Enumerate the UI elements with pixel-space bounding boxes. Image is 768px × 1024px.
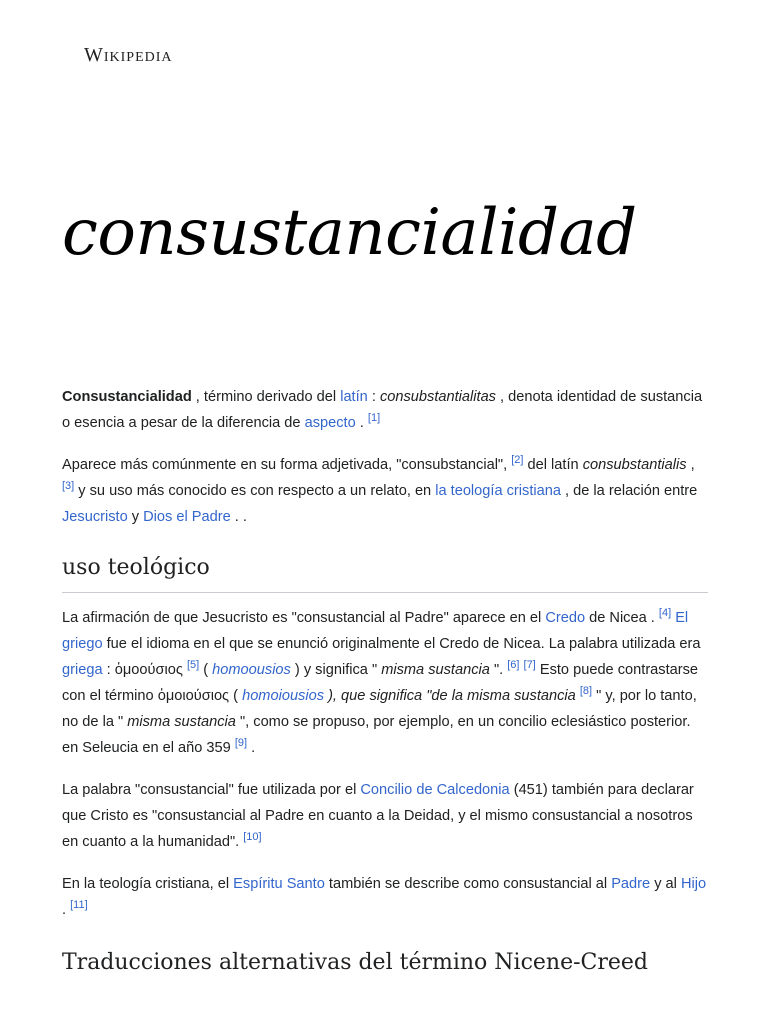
text: . . (230, 509, 247, 525)
intro-paragraph (62, 384, 708, 436)
reference-1[interactable]: [1] (367, 412, 381, 425)
link-homoousios[interactable]: homoousios (212, 662, 291, 678)
article-body (62, 384, 708, 999)
text: En la teología cristiana, el (62, 876, 234, 892)
text: ", como se propuso, por ejemplo, en un concilio eclesiástico posterior. en Seleucia en el año 359 (62, 714, 691, 756)
link-dios-el-padre[interactable]: Dios el Padre (143, 509, 231, 525)
text: La palabra "consustancial" fue utilizada por el (62, 782, 361, 798)
text: " y, por lo tanto, no de la " (62, 688, 697, 730)
reference-5[interactable]: [5] (186, 659, 200, 672)
reference-6[interactable]: [6] (507, 659, 520, 672)
reference-10[interactable]: [10] (243, 831, 262, 844)
wikipedia-logo[interactable]: Wikipedia (84, 44, 173, 66)
link-homoiousios[interactable]: homoiousios (242, 688, 325, 704)
reference-3[interactable]: [3] (62, 480, 75, 493)
term-italic: misma sustancia (127, 714, 236, 730)
text: . (355, 415, 368, 431)
text: ". (489, 662, 508, 678)
link-concilio-de-calcedonia[interactable]: Concilio de Calcedonia (360, 782, 510, 798)
reference-2[interactable]: [2] (511, 454, 524, 467)
link-latin[interactable]: latín (340, 389, 368, 405)
text: y su uso más conocido es con respecto a un relato, en (74, 483, 436, 499)
link-el-griego[interactable]: El griego (62, 610, 689, 652)
text: ) y significa " (290, 662, 382, 678)
text: : ὁμοούσιος (102, 662, 187, 678)
link-padre[interactable]: Padre (611, 876, 651, 892)
reference-4[interactable]: [4] (658, 607, 672, 620)
text: y (127, 509, 144, 525)
text: , (686, 457, 695, 473)
reference-8[interactable]: [8] (579, 685, 593, 698)
link-jesucristo[interactable]: Jesucristo (62, 509, 128, 525)
term-italic: consubstantialis (582, 457, 687, 473)
text: también se describe como consustancial al (324, 876, 612, 892)
link-teologia-cristiana[interactable]: la teología cristiana (435, 483, 561, 499)
section-heading-uso-teologico: uso teológico (62, 552, 708, 593)
reference-9[interactable]: [9] (234, 737, 248, 750)
text: de Nicea . (585, 610, 659, 626)
text: La afirmación de que Jesucristo es "consustancial al Padre" aparece en el (62, 610, 546, 626)
link-aspecto[interactable]: aspecto (304, 415, 356, 431)
text: y al (650, 876, 681, 892)
text: fue el idioma en el que se enunció originalmente el Credo de Nicea. La palabra utilizada era (102, 636, 701, 652)
link-credo[interactable]: Credo (545, 610, 586, 626)
term-italic: consubstantialitas (379, 389, 496, 405)
text: , de la relación entre (560, 483, 698, 499)
text: . (62, 902, 71, 918)
text: : (367, 389, 380, 405)
term-bold: Consustancialidad (62, 389, 192, 405)
text: Esto puede contrastarse con el término ὁμοιούσιος ( (62, 662, 699, 704)
reference-11[interactable]: [11] (70, 899, 88, 912)
term-italic: ), que significa "de la misma sustancia (324, 688, 576, 704)
page-title: consustancialidad (62, 196, 637, 270)
reference-7[interactable]: [7] (523, 659, 536, 672)
link-griega[interactable]: griega (62, 662, 103, 678)
text: del latín (523, 457, 583, 473)
text: , denota identidad de sustancia o esencia a pesar de la diferencia de (62, 389, 703, 431)
text: ( (199, 662, 213, 678)
section-heading-traducciones: Traducciones alternativas del término Nicene-Creed (62, 950, 649, 975)
term-italic: misma sustancia (381, 662, 490, 678)
text: , término derivado del (191, 389, 341, 405)
text: . (247, 740, 256, 756)
chalcedon-paragraph (62, 777, 708, 855)
theology-paragraph (62, 605, 708, 761)
link-espiritu-santo[interactable]: Espíritu Santo (233, 876, 325, 892)
usage-paragraph (62, 452, 708, 530)
link-hijo[interactable]: Hijo (680, 876, 707, 892)
text: Aparece más comúnmente en su forma adjetivada, "consubstancial", (62, 457, 512, 473)
holy-spirit-paragraph (62, 871, 708, 923)
text: (451) también para declarar que Cristo es "consustancial al Padre en cuanto a la Deidad, y el mismo consustancial a nosotros en cuanto a la humanidad". (62, 782, 694, 850)
